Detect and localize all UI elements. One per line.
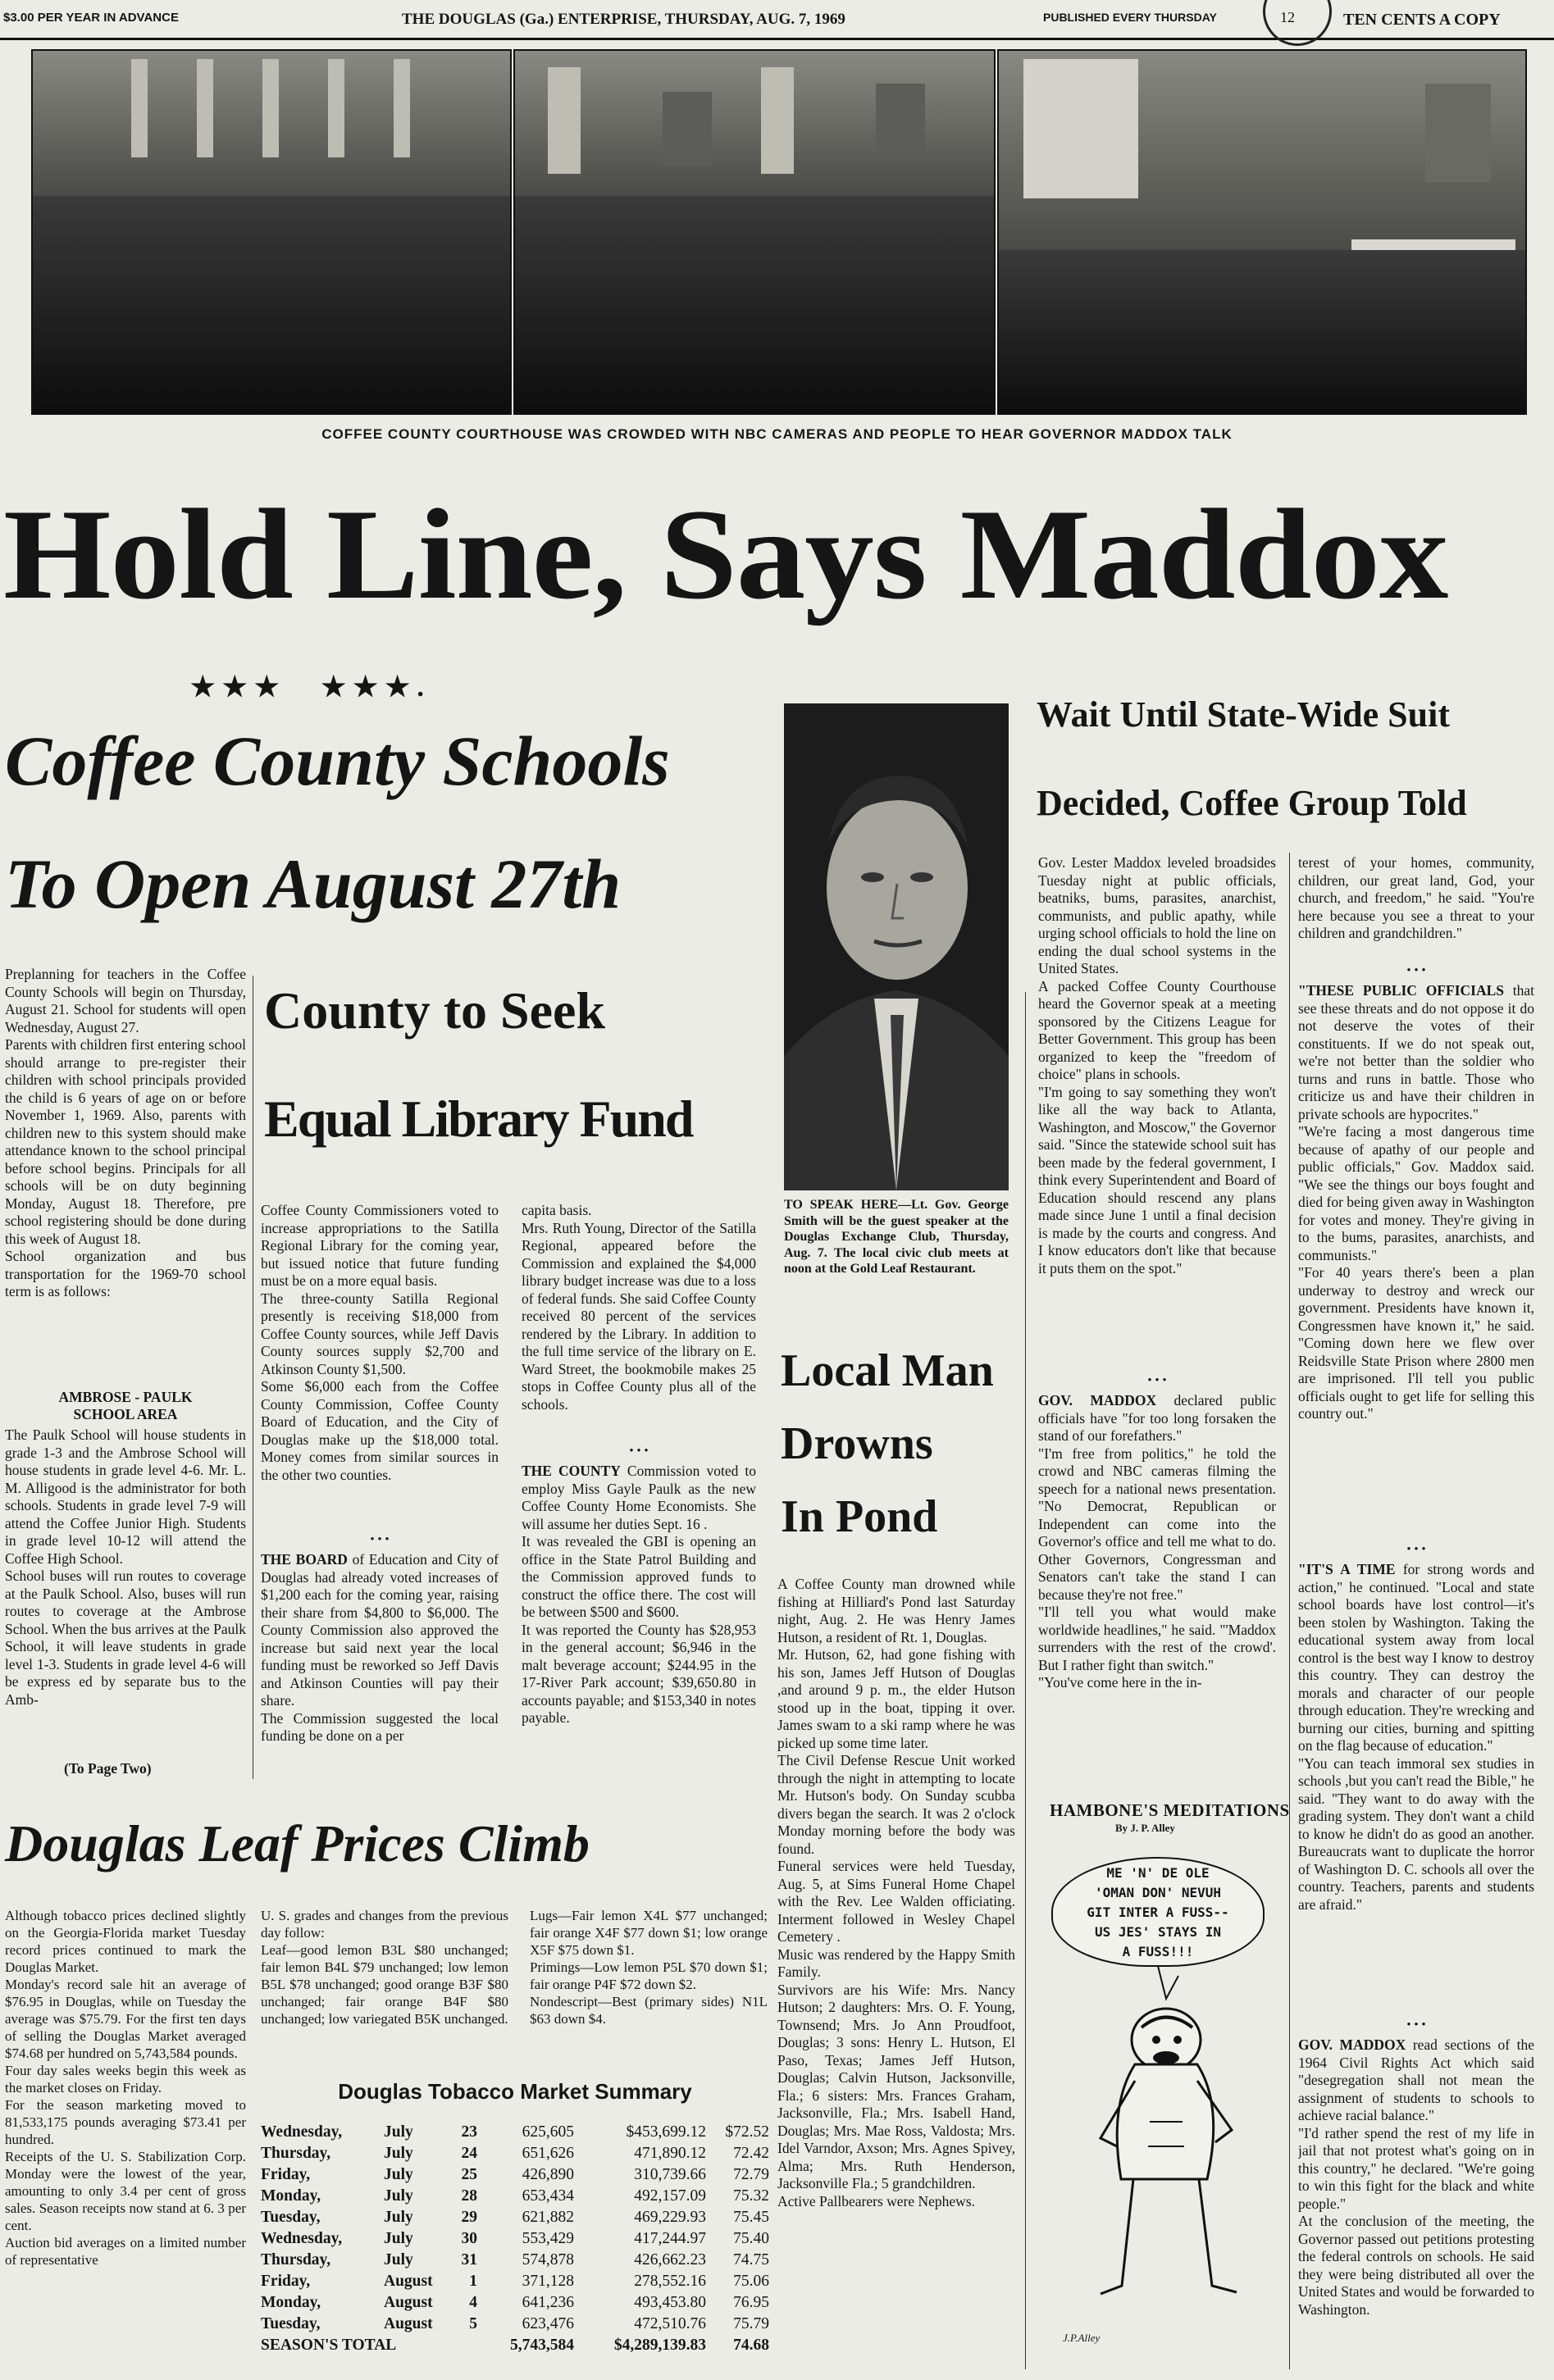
market-day: Thursday,	[261, 2251, 331, 2269]
market-month: August	[384, 2294, 433, 2311]
star-divider: ★ ★ ★ ★ ★ ★ .	[190, 672, 424, 703]
market-date: 31	[461, 2251, 477, 2269]
market-pounds: 574,878	[522, 2251, 574, 2269]
maddox-body-2: GOV. MADDOX declared public officials have "for too long forsaken the stand of our forefathers." "I'm free from politics," he told the crowd and NBC cameras filming the speech for a national news presentation. "No Democrat, Republican or Independent can come into the Governor's office and tell me what to do. Other Governors, Congressman and Senators can't take the stand I can because they're not free." "I'll tell you what would make worldwide headlines," he said. "'Maddox surrenders with the rest of the crowd'. But I rather fight than switch." "You've come here in the in-	[1038, 1392, 1276, 1691]
market-row	[261, 2228, 769, 2250]
market-month: July	[384, 2209, 413, 2226]
market-dollars: 472,510.76	[634, 2315, 706, 2332]
maddox-body-5: "IT'S A TIME for strong words and action," he continued. "Local and state school boards have lost control—it's been stolen by Washington. Taking the educational system away from local control is the best way I know to destroy this country. They can destroy the morals and character of our people through education. They're wrecking and burning our cities, burning and spitting on the flag because of education." "You can teach immoral sex studies in schools ,but you can't read the Bible," he said. "They want to do away with the grading system. They don't want a child to know he didn't do as good an another. Bureaucrats want to duplicate the horror of Washington D. C. schools all over the country. Teachers, parents and students are afraid."	[1298, 1561, 1534, 1913]
market-total-row	[261, 2335, 769, 2356]
market-pounds: 553,429	[522, 2230, 574, 2247]
market-day: Monday,	[261, 2294, 321, 2311]
market-row	[261, 2271, 769, 2292]
hambone-title: HAMBONE'S MEDITATIONS	[1050, 1800, 1290, 1820]
tobacco-headline: Douglas Leaf Prices Climb	[5, 1814, 590, 1873]
maddox-dots-3: • • •	[1406, 1543, 1426, 1556]
maddox-headline-2: Decided, Coffee Group Told	[1037, 783, 1467, 823]
lt-gov-portrait	[784, 703, 1009, 1190]
schools-jump: (To Page Two)	[64, 1760, 152, 1777]
market-average: 72.42	[733, 2145, 769, 2162]
library-body-2: THE BOARD of Education and City of Douglas had already voted increases of $1,200 each for the coming year, raising their share from $4,800 to $6,000. The County Commission also approved the increase but said next year the local funding must be reworked so Jeff Davis and Atkinson Counties will pay their share. The Commission suggested the local funding be done on a per	[261, 1551, 499, 1744]
market-day: Thursday,	[261, 2145, 331, 2162]
market-row	[261, 2164, 769, 2186]
maddox-dots-2: • • •	[1406, 964, 1426, 977]
market-pounds: 653,434	[522, 2187, 574, 2205]
drowns-headline: Local Man Drowns In Pond	[781, 1345, 994, 1542]
hambone-speech: ME 'N' DE OLE 'OMAN DON' NEVUH GIT INTER A FUSS-- US JES' STAYS IN A FUSS!!!	[1087, 1865, 1229, 1959]
courthouse-photo-right	[997, 49, 1527, 415]
library-dots-2: • • •	[629, 1445, 649, 1458]
market-month: July	[384, 2145, 413, 2162]
drowns-body: A Coffee County man drowned while fishing at Hilliard's Pond last Saturday night, Aug. 2. He was Henry James Hutson, a resident of Rt. 1, Douglas. Mr. Hutson, 62, had gone fishing with his son, James Jeff Hutson of Douglas ,and around 9 p. m., the elder Hutson stood up in the boat, tipping it over. James swam to a ski ramp where he was picked up some time later. The Civil Defense Rescue Unit worked through the night in attempting to locate Mr. Hutson's body. On Sunday scubba divers began the search. It was 2 o'clock Monday morning before the body was found. Funeral services were held Tuesday, Aug. 5, at Sims Funeral Home Chapel with the Rev. Lee Walden officiating. Interment followed in Wesley Chapel Cemetery . Music was rendered by the Happy Smith Family. Survivors are his Wife: Mrs. Nancy Hutson; 2 daughters: Mrs. O. F. Young, Townsend; Mrs. Jo Ann Proudfoot, Douglas; 3 sons: Henry L. Hutson, El Paso, Texas; James Jeff Hutson, Douglas; Calvin Hutson, Jacksonville, Fla.; 6 sisters: Mrs. Frances Graham, Jacksonville, Fla.; Mrs. Isabell Hand, Douglas; Mrs. Mae Ross, Valdosta; Mrs. Idel Varndor, Axson; Mrs. Agnes Spivey, Alma; Mrs. Ruth Henderson, Jacksonville Fla.; 5 grandchildren. Active Pallbearers were Nephews.	[777, 1576, 1015, 2209]
tobacco-body-3: Lugs—Fair lemon X4L $77 unchanged; fair orange X4F $77 down $1; low orange X5F $75 down $1. Primings—Low lemon P5L $70 down $1; fair orange P4F $72 down $2. Nondescript—Best (primary sides) N1L $63 down $4.	[530, 1908, 768, 2027]
publication-frequency: PUBLISHED EVERY THURSDAY	[1043, 11, 1217, 24]
market-row	[261, 2143, 769, 2164]
market-date: 1	[469, 2273, 477, 2290]
market-date: 25	[461, 2166, 477, 2183]
library-body-4: THE COUNTY Commission voted to employ Miss Gayle Paulk as the new Coffee County Home Economists. She will assume her duties Sept. 16 . It was revealed the GBI is opening an office in the State Patrol Building and the Commission approved funds to construct the office there. The cost will be between $500 and $600. It was reported the County has $28,953 in the general account; $6,946 in the malt beverage account; $244.95 in the 17-River Park account; $39,650.80 in accounts payable; and $153,340 in notes payable.	[522, 1463, 756, 1726]
market-pounds: 426,890	[522, 2166, 574, 2183]
market-row	[261, 2292, 769, 2314]
cartoonist-signature: J.P.Alley	[1063, 2332, 1101, 2344]
market-date: 5	[469, 2315, 477, 2332]
tobacco-body-2: U. S. grades and changes from the previous day follow: Leaf—good lemon B3L $80 unchanged; fair lemon B4L $79 unchanged; low lemon B5L $78 unchanged; good orange B3F $80 unchanged; fair orange B4F $80 unchanged; low variegated B5K unchanged.	[261, 1908, 508, 2027]
market-total-dollars: $4,289,139.83	[613, 2337, 706, 2354]
market-month: July	[384, 2166, 413, 2183]
market-total-pounds: 5,743,584	[510, 2337, 574, 2354]
copy-price: TEN CENTS A COPY	[1343, 11, 1501, 29]
market-month: August	[384, 2273, 433, 2290]
archive-stamp: 12	[1263, 0, 1332, 46]
market-date: 4	[469, 2294, 477, 2311]
market-pounds: 625,605	[522, 2123, 574, 2141]
market-month: July	[384, 2123, 413, 2141]
photo-caption: COFFEE COUNTY COURTHOUSE WAS CROWDED WITH NBC CAMERAS AND PEOPLE TO HEAR GOVERNOR MADDOX TALK	[321, 426, 1233, 442]
maddox-body-6: GOV. MADDOX read sections of the 1964 Civil Rights Act which said "desegregation shall not mean the assignment of students to schools to achieve racial balance." "I'd rather spend the rest of my life in jail that not protest what's going on in this country," he declared. "We're going to win this fight for the black and white people." At the conclusion of the meeting, the Governor passed out petitions protesting the federal controls on schools. He said they were being distributed all over the United States and would be forwarded to Washington.	[1298, 2036, 1534, 2318]
market-average: 74.75	[733, 2251, 769, 2269]
market-dollars: 469,229.93	[634, 2209, 706, 2226]
maddox-headline-1: Wait Until State-Wide Suit	[1037, 694, 1451, 735]
market-dollars: 471,890.12	[634, 2145, 706, 2162]
market-date: 30	[461, 2230, 477, 2247]
market-summary-table	[261, 2122, 769, 2356]
market-month: July	[384, 2187, 413, 2205]
market-total-label: SEASON'S TOTAL	[261, 2337, 397, 2354]
main-headline: Hold Line, Says Maddox	[3, 483, 1448, 626]
maddox-body-3: terest of your homes, community, children, our great land, God, your church, and freedom," he said. "You're here because you see a threat to your children and grandchildren."	[1298, 854, 1534, 941]
market-average: 75.45	[733, 2209, 769, 2226]
portrait-drawing	[784, 703, 1009, 1190]
market-row	[261, 2314, 769, 2335]
market-total-average: 74.68	[733, 2337, 769, 2354]
market-day: Tuesday,	[261, 2209, 321, 2226]
portrait-caption: TO SPEAK HERE—Lt. Gov. George Smith will be the guest speaker at the Douglas Exchange Club, Thursday, Aug. 7. The local civic club meets at noon at the Gold Leaf Restaurant.	[784, 1198, 1009, 1276]
maddox-body-4: "THESE PUBLIC OFFICIALS that see these threats and do not oppose it do not deserve the votes of their constituents. If we do not speak out, we're not better than the soldier who turns and runs in battle. Those who criticize us and have their children in private schools are hypocrites." "We're facing a most dangerous time because of apathy of our people and public officials," Gov. Maddox said. "We see the things our boys fought and died for being given away in Washington for votes and money. They're giving in to the bums, parasites, anarchists, and communists." "For 40 years there's been a plan underway to destroy and wreck our government. Presidents have known it, Congressmen have known it," he said. "Coming down here we flew over Reidsville State Prison where 2800 men are imprisoned. I'll tell you public officials ought to get life for selling this country out."	[1298, 982, 1534, 1422]
market-row	[261, 2186, 769, 2207]
maddox-dots-1: • • •	[1147, 1374, 1167, 1387]
market-summary-title: Douglas Tobacco Market Summary	[338, 2079, 692, 2104]
market-date: 29	[461, 2209, 477, 2226]
market-date: 23	[461, 2123, 477, 2141]
market-day: Monday,	[261, 2187, 321, 2205]
market-day: Tuesday,	[261, 2315, 321, 2332]
market-average: 72.79	[733, 2166, 769, 2183]
market-dollars: 492,157.09	[634, 2187, 706, 2205]
market-row	[261, 2207, 769, 2228]
market-pounds: 621,882	[522, 2209, 574, 2226]
market-average: 76.95	[733, 2294, 769, 2311]
market-dollars: 426,662.23	[634, 2251, 706, 2269]
market-dollars: 278,552.16	[634, 2273, 706, 2290]
schools-body-1: Preplanning for teachers in the Coffee County Schools will begin on Thursday, August 21. School for students will open Wednesday, August 27. Parents with children first entering school should arrange to pre-register their children with school principals provided the child is 6 years of age on or before November 1, 1969. Also, parents with children new to this system should make attendance known to the school principal before school begins. Principals for all schools will be on duty beginning Monday, August 18. Therefore, pre school registering should be done during this week of August 18. School organization and bus transportation for the 1969-70 school term is as follows:	[5, 966, 246, 1299]
courthouse-photo-left	[31, 49, 512, 415]
market-date: 24	[461, 2145, 477, 2162]
market-date: 28	[461, 2187, 477, 2205]
schools-headline-1: Coffee County Schools	[5, 721, 670, 800]
schools-subhead: AMBROSE - PAULK SCHOOL AREA	[58, 1389, 193, 1422]
subscription-price: $3.00 PER YEAR IN ADVANCE	[3, 11, 179, 25]
market-average: 75.06	[733, 2273, 769, 2290]
market-average: $72.52	[725, 2123, 769, 2141]
maddox-dots-4: • • •	[1406, 2018, 1426, 2032]
market-day: Wednesday,	[261, 2230, 343, 2247]
library-headline-1: County to Seek	[264, 981, 606, 1040]
market-day: Friday,	[261, 2166, 311, 2183]
market-pounds: 371,128	[522, 2273, 574, 2290]
tobacco-body-1: Although tobacco prices declined slightly on the Georgia-Florida market Tuesday record prices continued to mark the Douglas Market. Monday's record sale hit an average of $76.95 in Douglas, while on Tuesday the average was $75.79. For the first ten days of selling the Douglas Market averaged $74.68 per hundred on 5,743,584 pounds. Four day sales weeks begin this week as the market closes on Friday. For the season marketing moved to 81,533,175 pounds averaging $73.41 per hundred. Receipts of the U. S. Stabilization Corp. Monday were the lowest of the year, amounting to only 3.4 per cent of gross sales. Season receipts now stand at 6. 3 per cent. Auction bid averages on a limited number of representative	[5, 1908, 246, 2268]
hambone-cartoon-drawing	[1043, 1794, 1289, 2372]
schools-headline-2: To Open August 27th	[5, 844, 622, 923]
market-dollars: 417,244.97	[634, 2230, 706, 2247]
market-average: 75.32	[733, 2187, 769, 2205]
schools-body-2: The Paulk School will house students in grade 1-3 and the Ambrose School will house students in grade level 4-6. Mr. L. M. Alligood is the administrator for both schools. Students in grade level 7-9 will attend the Coffee Junior High. Students in grade level 10-12 will attend the Coffee High School. School buses will run routes to coverage at the Paulk School. Also, buses will run routes to coverage at the Ambrose School. When the bus arrives at the Paulk School, it will leave students in grade level 1-3. Students in grade level 4-6 will be express ed by separate bus to the Amb-	[5, 1427, 246, 1708]
market-dollars: 493,453.80	[634, 2294, 706, 2311]
paper-title-line: THE DOUGLAS (Ga.) ENTERPRISE, THURSDAY, AUG. 7, 1969	[402, 11, 845, 28]
market-average: 75.40	[733, 2230, 769, 2247]
market-day: Friday,	[261, 2273, 311, 2290]
maddox-body-1: Gov. Lester Maddox leveled broadsides Tuesday night at public officials, beatniks, bums, parasites, anarchist, communists, and public apathy, while urging school officials to hold the line on ending the dual school systems in the United States. A packed Coffee County Courthouse heard the Governor speak at a meeting sponsored by the Citizens League for Better Government. This group has been organized to keep the "freedom of choice" plans in schools. "I'm going to say something they won't like all the way back to Atlanta, Washington, and Moscow," the Governor said. "Since the statewide school suit has been made by the federal government, I think every Superintendent and Board of Education should rescend any plans made since June 1 until a final decision is made by the courts and congress. And I know educators don't like that because it puts them on the spot."	[1038, 854, 1276, 1276]
market-pounds: 651,626	[522, 2145, 574, 2162]
market-month: August	[384, 2315, 433, 2332]
hambone-byline: By J. P. Alley	[1115, 1822, 1175, 1834]
library-dots-1: • • •	[370, 1533, 390, 1546]
market-month: July	[384, 2230, 413, 2247]
market-pounds: 641,236	[522, 2294, 574, 2311]
market-row	[261, 2250, 769, 2271]
library-body-3: capita basis. Mrs. Ruth Young, Director of the Satilla Regional, appeared before the Commission and explained the $4,000 library budget increase was due to a loss of federal funds. She said Coffee County received 80 percent of the services rendered by the Library. In addition to the full time service of the library on E. Ward Street, the bookmobile makes 25 stops in Coffee County plus all of the schools.	[522, 1202, 756, 1413]
library-body-1: Coffee County Commissioners voted to increase appropriations to the Satilla Regional Library for the coming year, but issued notice that future funding must be on a more equal basis. The three-county Satilla Regional presently is receiving $18,000 from Coffee County sources, while Jeff Davis County sources supply $2,700 and Atkinson County $1,500. Some $6,000 each from the Coffee County Commission, Coffee County Board of Education, and the City of Douglas make up the $18,000 total. Money comes from similar sources in the other two counties.	[261, 1202, 499, 1483]
market-dollars: $453,699.12	[626, 2123, 706, 2141]
market-dollars: 310,739.66	[634, 2166, 706, 2183]
market-day: Wednesday,	[261, 2123, 343, 2141]
column-rule	[1025, 992, 1026, 2369]
courthouse-photo-center	[513, 49, 996, 415]
market-row	[261, 2122, 769, 2143]
market-month: July	[384, 2251, 413, 2269]
market-average: 75.79	[733, 2315, 769, 2332]
market-pounds: 623,476	[522, 2315, 574, 2332]
column-rule	[1289, 853, 1290, 2369]
library-headline-2: Equal Library Fund	[264, 1090, 693, 1148]
